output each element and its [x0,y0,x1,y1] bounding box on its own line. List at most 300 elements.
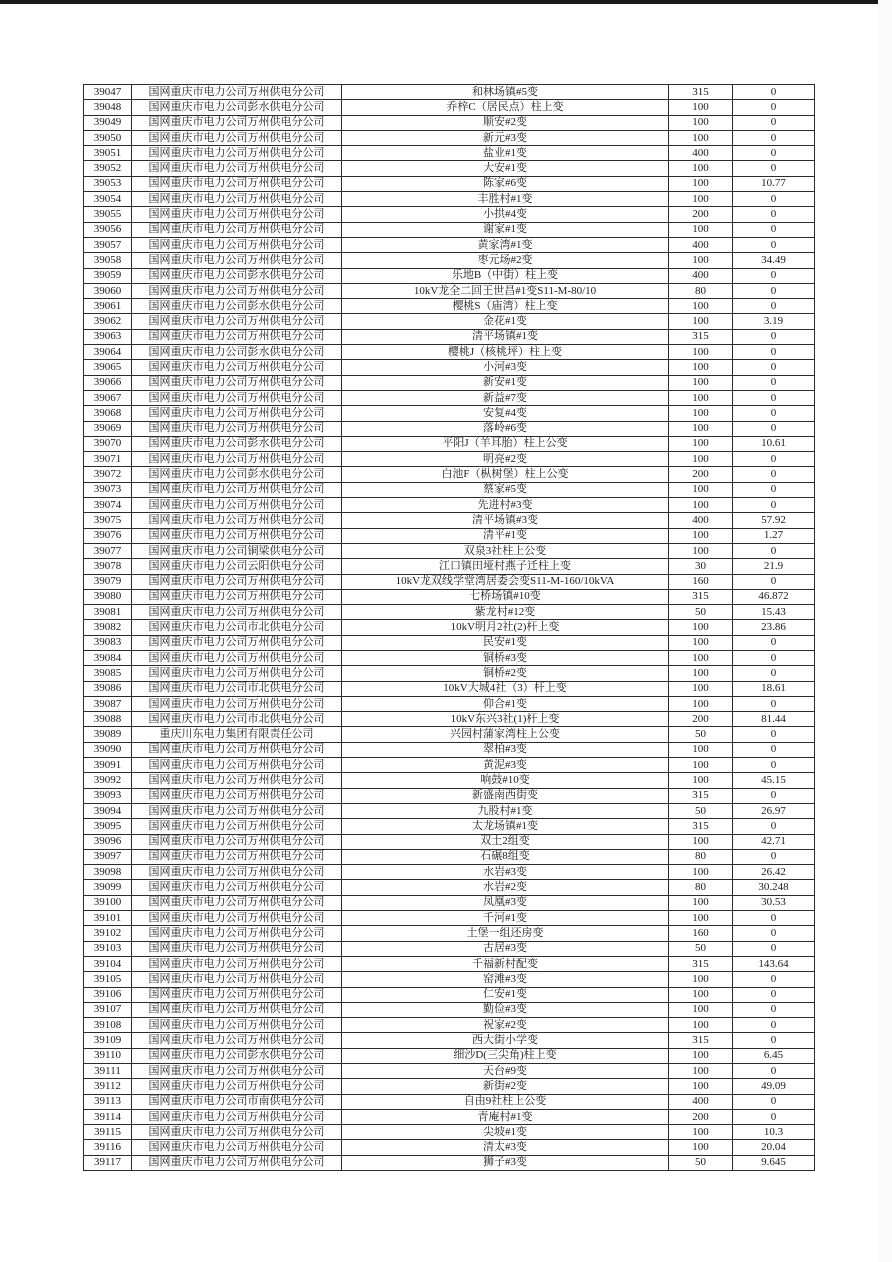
cell-company: 国网重庆市电力公司万州供电分公司 [132,987,342,1002]
table-row [84,513,815,528]
cell-capacity: 200 [669,1109,733,1124]
cell-capacity: 100 [669,345,733,360]
table-row [84,865,815,880]
cell-value: 0 [733,650,815,665]
transformer-table [83,84,815,1171]
cell-station-name: 土堡一组还房变 [342,926,669,941]
cell-id: 39097 [84,849,132,864]
cell-station-name: 盐业#1变 [342,146,669,161]
cell-value: 0 [733,299,815,314]
cell-company: 重庆川东电力集团有限责任公司 [132,727,342,742]
cell-value: 0 [733,727,815,742]
cell-capacity: 50 [669,605,733,620]
cell-station-name: 白池F（枞树堡）柱上公变 [342,467,669,482]
cell-station-name: 10kV明月2社(2)杆上变 [342,620,669,635]
table-row [84,498,815,513]
cell-station-name: 10kV东兴3社(1)杆上变 [342,712,669,727]
cell-value: 0 [733,146,815,161]
cell-station-name: 平阳J（羊耳胎）柱上公变 [342,436,669,451]
cell-station-name: 10kV龙全二回王世昌#1变S11-M-80/10 [342,283,669,298]
cell-station-name: 水岩#3变 [342,865,669,880]
table-row [84,696,815,711]
cell-id: 39053 [84,176,132,191]
cell-company: 国网重庆市电力公司万州供电分公司 [132,222,342,237]
cell-value: 0 [733,192,815,207]
cell-station-name: 小河#3变 [342,360,669,375]
table-row [84,1033,815,1048]
cell-value: 0 [733,85,815,100]
cell-company: 国网重庆市电力公司万州供电分公司 [132,513,342,528]
cell-id: 39075 [84,513,132,528]
cell-company: 国网重庆市电力公司万州供电分公司 [132,85,342,100]
cell-id: 39084 [84,650,132,665]
table-row [84,329,815,344]
cell-capacity: 100 [669,452,733,467]
cell-company: 国网重庆市电力公司万州供电分公司 [132,406,342,421]
cell-company: 国网重庆市电力公司万州供电分公司 [132,773,342,788]
cell-company: 国网重庆市电力公司彭水供电分公司 [132,100,342,115]
cell-station-name: 勤俭#3变 [342,1002,669,1017]
table-row [84,620,815,635]
page-right-margin [878,0,892,1262]
table-row [84,1064,815,1079]
table-row [84,192,815,207]
table-row [84,1079,815,1094]
cell-value: 0 [733,390,815,405]
cell-company: 国网重庆市电力公司万州供电分公司 [132,115,342,130]
cell-id: 39088 [84,712,132,727]
cell-station-name: 乐地B（中街）柱上变 [342,268,669,283]
cell-value: 0 [733,849,815,864]
cell-company: 国网重庆市电力公司市北供电分公司 [132,712,342,727]
cell-station-name: 民安#1变 [342,635,669,650]
cell-capacity: 315 [669,788,733,803]
cell-capacity: 100 [669,498,733,513]
cell-capacity: 100 [669,176,733,191]
table-row [84,1140,815,1155]
cell-capacity: 100 [669,666,733,681]
table-row [84,559,815,574]
cell-id: 39103 [84,941,132,956]
cell-id: 39062 [84,314,132,329]
cell-station-name: 和林场镇#5变 [342,85,669,100]
cell-company: 国网重庆市电力公司万州供电分公司 [132,803,342,818]
cell-capacity: 100 [669,100,733,115]
cell-capacity: 400 [669,237,733,252]
table-row [84,635,815,650]
cell-company: 国网重庆市电力公司万州供电分公司 [132,314,342,329]
cell-id: 39073 [84,482,132,497]
cell-capacity: 100 [669,635,733,650]
cell-id: 39085 [84,666,132,681]
cell-capacity: 100 [669,1125,733,1140]
cell-value: 0 [733,345,815,360]
cell-capacity: 100 [669,681,733,696]
cell-id: 39061 [84,299,132,314]
cell-value: 0 [733,972,815,987]
cell-company: 国网重庆市电力公司万州供电分公司 [132,696,342,711]
cell-capacity: 100 [669,115,733,130]
cell-company: 国网重庆市电力公司万州供电分公司 [132,192,342,207]
cell-id: 39086 [84,681,132,696]
cell-capacity: 80 [669,849,733,864]
cell-capacity: 100 [669,742,733,757]
cell-capacity: 315 [669,819,733,834]
cell-capacity: 100 [669,650,733,665]
cell-station-name: 水岩#2变 [342,880,669,895]
cell-value: 57.92 [733,513,815,528]
cell-id: 39048 [84,100,132,115]
cell-value: 0 [733,222,815,237]
table-row [84,1002,815,1017]
cell-value: 0 [733,268,815,283]
cell-company: 国网重庆市电力公司云阳供电分公司 [132,559,342,574]
cell-value: 30.53 [733,895,815,910]
table-row [84,911,815,926]
cell-capacity: 100 [669,222,733,237]
cell-value: 0 [733,574,815,589]
cell-id: 39083 [84,635,132,650]
cell-id: 39111 [84,1064,132,1079]
cell-company: 国网重庆市电力公司万州供电分公司 [132,1064,342,1079]
cell-station-name: 凤凰#3变 [342,895,669,910]
table-row [84,207,815,222]
cell-value: 3.19 [733,314,815,329]
cell-company: 国网重庆市电力公司万州供电分公司 [132,758,342,773]
cell-company: 国网重庆市电力公司万州供电分公司 [132,390,342,405]
cell-company: 国网重庆市电力公司万州供电分公司 [132,237,342,252]
cell-capacity: 100 [669,192,733,207]
cell-value: 0 [733,421,815,436]
cell-company: 国网重庆市电力公司万州供电分公司 [132,895,342,910]
cell-station-name: 祝家#2变 [342,1018,669,1033]
cell-station-name: 新街#2变 [342,1079,669,1094]
cell-company: 国网重庆市电力公司万州供电分公司 [132,849,342,864]
cell-value: 0 [733,482,815,497]
cell-station-name: 谢家#1变 [342,222,669,237]
cell-value: 0 [733,360,815,375]
cell-capacity: 100 [669,1018,733,1033]
cell-capacity: 100 [669,972,733,987]
cell-value: 0 [733,819,815,834]
cell-capacity: 100 [669,758,733,773]
cell-capacity: 100 [669,773,733,788]
cell-company: 国网重庆市电力公司彭水供电分公司 [132,436,342,451]
cell-capacity: 100 [669,390,733,405]
table-row [84,222,815,237]
cell-value: 0 [733,467,815,482]
cell-capacity: 315 [669,956,733,971]
cell-company: 国网重庆市电力公司万州供电分公司 [132,207,342,222]
cell-id: 39070 [84,436,132,451]
cell-station-name: 先进村#3变 [342,498,669,513]
table-row [84,283,815,298]
cell-station-name: 10kV龙双线学堂湾居委会变S11-M-160/10kVA [342,574,669,589]
cell-value: 0 [733,1064,815,1079]
table-row [84,237,815,252]
table-row [84,176,815,191]
cell-station-name: 仁安#1变 [342,987,669,1002]
cell-capacity: 100 [669,911,733,926]
cell-capacity: 100 [669,375,733,390]
cell-station-name: 10kV大城4社（3）杆上变 [342,681,669,696]
table-row [84,819,815,834]
cell-value: 0 [733,543,815,558]
table-row [84,406,815,421]
cell-value: 0 [733,115,815,130]
cell-value: 10.77 [733,176,815,191]
cell-value: 0 [733,161,815,176]
cell-id: 39065 [84,360,132,375]
cell-value: 10.3 [733,1125,815,1140]
table-row [84,467,815,482]
cell-company: 国网重庆市电力公司万州供电分公司 [132,1018,342,1033]
cell-capacity: 100 [669,528,733,543]
cell-id: 39081 [84,605,132,620]
cell-value: 0 [733,237,815,252]
cell-id: 39116 [84,1140,132,1155]
cell-station-name: 九股村#1变 [342,803,669,818]
cell-capacity: 100 [669,895,733,910]
cell-id: 39077 [84,543,132,558]
cell-value: 42.71 [733,834,815,849]
cell-id: 39069 [84,421,132,436]
cell-company: 国网重庆市电力公司万州供电分公司 [132,574,342,589]
table-row [84,390,815,405]
table-row [84,314,815,329]
cell-company: 国网重庆市电力公司万州供电分公司 [132,956,342,971]
cell-capacity: 50 [669,941,733,956]
cell-station-name: 樱桃S（庙湾）柱上变 [342,299,669,314]
table-row [84,100,815,115]
table-row [84,880,815,895]
cell-station-name: 千河#1变 [342,911,669,926]
cell-company: 国网重庆市电力公司彭水供电分公司 [132,268,342,283]
cell-capacity: 100 [669,696,733,711]
cell-id: 39056 [84,222,132,237]
cell-station-name: 安复#4变 [342,406,669,421]
cell-company: 国网重庆市电力公司彭水供电分公司 [132,467,342,482]
cell-station-name: 江口镇田垭村燕子迁柱上变 [342,559,669,574]
cell-id: 39049 [84,115,132,130]
cell-company: 国网重庆市电力公司万州供电分公司 [132,865,342,880]
cell-company: 国网重庆市电力公司万州供电分公司 [132,329,342,344]
cell-station-name: 清平场镇#3变 [342,513,669,528]
cell-capacity: 100 [669,161,733,176]
cell-value: 0 [733,406,815,421]
cell-company: 国网重庆市电力公司万州供电分公司 [132,742,342,757]
cell-capacity: 315 [669,1033,733,1048]
cell-station-name: 青庵村#1变 [342,1109,669,1124]
cell-id: 39079 [84,574,132,589]
cell-value: 0 [733,635,815,650]
cell-station-name: 新盛南西街变 [342,788,669,803]
cell-capacity: 200 [669,467,733,482]
cell-company: 国网重庆市电力公司万州供电分公司 [132,926,342,941]
cell-id: 39093 [84,788,132,803]
cell-company: 国网重庆市电力公司万州供电分公司 [132,283,342,298]
cell-company: 国网重庆市电力公司万州供电分公司 [132,528,342,543]
cell-value: 0 [733,375,815,390]
cell-station-name: 七桥场镇#10变 [342,589,669,604]
cell-value: 0 [733,1109,815,1124]
cell-id: 39051 [84,146,132,161]
cell-capacity: 100 [669,620,733,635]
table-row [84,1094,815,1109]
cell-company: 国网重庆市电力公司万州供电分公司 [132,452,342,467]
table-row [84,1125,815,1140]
cell-id: 39054 [84,192,132,207]
table-row [84,972,815,987]
window-top-edge [0,0,892,4]
cell-value: 0 [733,987,815,1002]
cell-capacity: 400 [669,513,733,528]
cell-id: 39057 [84,237,132,252]
cell-capacity: 160 [669,574,733,589]
cell-station-name: 铜桥#3变 [342,650,669,665]
table-row [84,299,815,314]
cell-station-name: 丰胜村#1变 [342,192,669,207]
cell-company: 国网重庆市电力公司市南供电分公司 [132,1094,342,1109]
cell-value: 0 [733,130,815,145]
cell-capacity: 315 [669,85,733,100]
table-row [84,85,815,100]
table-row [84,803,815,818]
cell-station-name: 狮子#3变 [342,1155,669,1170]
cell-id: 39074 [84,498,132,513]
cell-id: 39047 [84,85,132,100]
cell-station-name: 紫龙村#12变 [342,605,669,620]
cell-station-name: 铜桥#2变 [342,666,669,681]
cell-capacity: 100 [669,1140,733,1155]
cell-company: 国网重庆市电力公司万州供电分公司 [132,972,342,987]
cell-company: 国网重庆市电力公司市北供电分公司 [132,681,342,696]
cell-company: 国网重庆市电力公司万州供电分公司 [132,1109,342,1124]
table-row [84,788,815,803]
table-row [84,650,815,665]
cell-id: 39067 [84,390,132,405]
cell-station-name: 太龙场镇#1变 [342,819,669,834]
cell-value: 45.15 [733,773,815,788]
cell-id: 39066 [84,375,132,390]
cell-capacity: 100 [669,1002,733,1017]
cell-company: 国网重庆市电力公司万州供电分公司 [132,1033,342,1048]
cell-company: 国网重庆市电力公司万州供电分公司 [132,880,342,895]
cell-capacity: 100 [669,987,733,1002]
cell-capacity: 50 [669,803,733,818]
table-row [84,130,815,145]
table-row [84,1109,815,1124]
cell-id: 39089 [84,727,132,742]
cell-capacity: 100 [669,130,733,145]
table-row [84,773,815,788]
cell-company: 国网重庆市电力公司彭水供电分公司 [132,299,342,314]
cell-value: 26.42 [733,865,815,880]
cell-company: 国网重庆市电力公司万州供电分公司 [132,161,342,176]
cell-value: 0 [733,788,815,803]
cell-station-name: 窑滩#3变 [342,972,669,987]
table-row [84,436,815,451]
cell-capacity: 100 [669,1048,733,1063]
cell-station-name: 落岭#6变 [342,421,669,436]
table-row [84,956,815,971]
cell-capacity: 100 [669,834,733,849]
cell-company: 国网重庆市电力公司万州供电分公司 [132,176,342,191]
cell-id: 39098 [84,865,132,880]
cell-station-name: 尖坡#1变 [342,1125,669,1140]
table-row [84,895,815,910]
table-row [84,482,815,497]
cell-id: 39064 [84,345,132,360]
cell-station-name: 陈家#6变 [342,176,669,191]
cell-id: 39058 [84,253,132,268]
cell-company: 国网重庆市电力公司万州供电分公司 [132,650,342,665]
cell-company: 国网重庆市电力公司万州供电分公司 [132,1002,342,1017]
cell-value: 0 [733,498,815,513]
cell-company: 国网重庆市电力公司万州供电分公司 [132,834,342,849]
cell-id: 39099 [84,880,132,895]
cell-company: 国网重庆市电力公司万州供电分公司 [132,1140,342,1155]
table-row [84,421,815,436]
cell-value: 0 [733,283,815,298]
cell-station-name: 双土2组变 [342,834,669,849]
cell-value: 23.86 [733,620,815,635]
table-row [84,834,815,849]
cell-capacity: 30 [669,559,733,574]
cell-station-name: 西大街小学变 [342,1033,669,1048]
cell-capacity: 100 [669,299,733,314]
table-row [84,727,815,742]
table-row [84,375,815,390]
cell-capacity: 100 [669,1079,733,1094]
cell-id: 39104 [84,956,132,971]
cell-capacity: 200 [669,207,733,222]
cell-station-name: 天台#9变 [342,1064,669,1079]
cell-value: 0 [733,1018,815,1033]
table-row [84,941,815,956]
table-row [84,987,815,1002]
cell-value: 1.27 [733,528,815,543]
cell-id: 39060 [84,283,132,298]
cell-id: 39092 [84,773,132,788]
table-row [84,543,815,558]
cell-id: 39108 [84,1018,132,1033]
cell-id: 39115 [84,1125,132,1140]
cell-company: 国网重庆市电力公司万州供电分公司 [132,941,342,956]
cell-value: 15.43 [733,605,815,620]
table-row [84,666,815,681]
cell-company: 国网重庆市电力公司万州供电分公司 [132,1079,342,1094]
table-row [84,681,815,696]
cell-capacity: 100 [669,436,733,451]
table-row [84,926,815,941]
table-row [84,360,815,375]
cell-capacity: 100 [669,1064,733,1079]
cell-value: 0 [733,696,815,711]
cell-id: 39095 [84,819,132,834]
cell-station-name: 响鼓#10变 [342,773,669,788]
cell-capacity: 80 [669,283,733,298]
cell-id: 39090 [84,742,132,757]
table-row [84,345,815,360]
cell-company: 国网重庆市电力公司万州供电分公司 [132,635,342,650]
cell-station-name: 金花#1变 [342,314,669,329]
cell-id: 39078 [84,559,132,574]
cell-company: 国网重庆市电力公司万州供电分公司 [132,819,342,834]
cell-value: 0 [733,1002,815,1017]
cell-id: 39080 [84,589,132,604]
cell-capacity: 100 [669,482,733,497]
